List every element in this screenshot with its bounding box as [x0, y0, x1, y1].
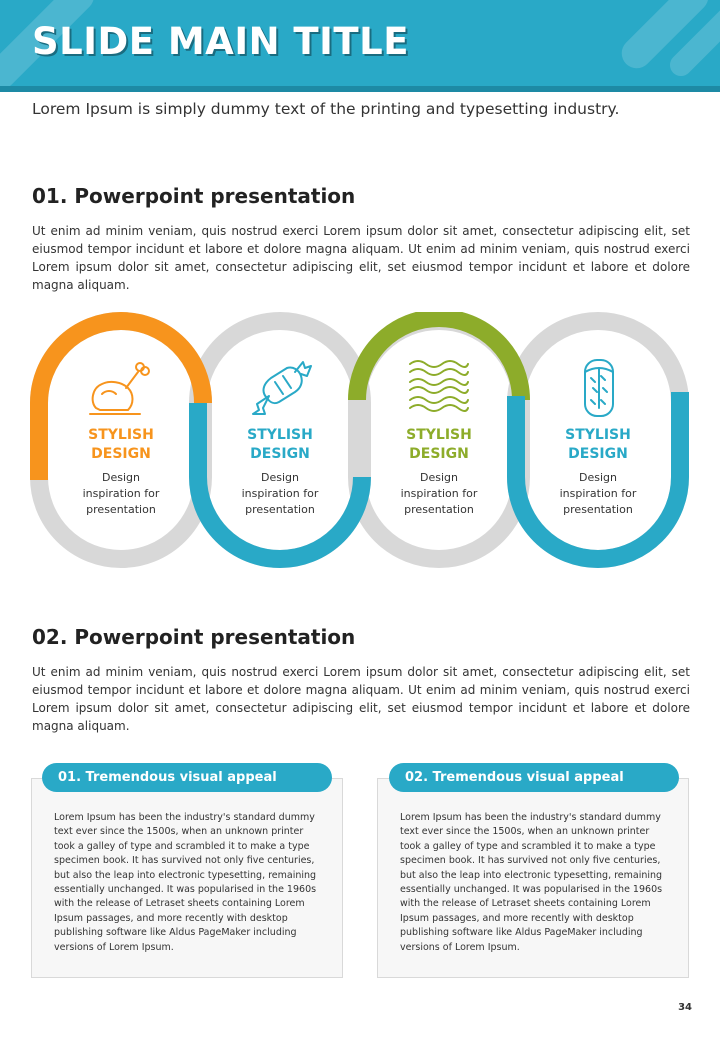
infographic-item-1: [51, 358, 191, 518]
item-1-description: Design inspiration for presentation: [82, 471, 160, 516]
infographic-item-2: [210, 358, 350, 518]
card-2-tab: 02. Tremendous visual appeal: [389, 763, 679, 792]
card-1: [31, 778, 343, 978]
slide-subtitle: Lorem Ipsum is simply dummy text of the printing and typesetting industry.: [32, 100, 620, 118]
header-banner: [0, 0, 720, 92]
section1-body: Ut enim ad minim veniam, quis nostrud exerci Lorem ipsum dolor sit amet, consectetur adipiscing elit, set eiusmod tempor incidunt et labore et dolore magna aliquam. Ut enim ad minim veniam, quis nostrud exerci Lorem ipsum dolor sit amet, consectetur adipiscing elit, set eiusmod tempor incidunt et labore et dolore magna aliquam.: [32, 224, 690, 292]
infographic: [30, 312, 690, 568]
item-2-description: Design inspiration for presentation: [241, 471, 319, 516]
bacon-icon: [406, 358, 472, 418]
slide-title: SLIDE MAIN TITLE: [32, 20, 410, 63]
header-underline: [0, 86, 720, 92]
item-2-title: STYLISH DESIGN: [247, 427, 313, 462]
section2-body: Ut enim ad minim veniam, quis nostrud exerci Lorem ipsum dolor sit amet, consectetur adipiscing elit, set eiusmod tempor incidunt et labore et dolore magna aliquam. Ut enim ad minim veniam, quis nostrud exerci Lorem ipsum dolor sit amet, consectetur adipiscing elit, set eiusmod tempor incidunt et labore et dolore magna aliquam.: [32, 665, 690, 733]
page-number: 34: [678, 1002, 692, 1013]
card-2: [377, 778, 689, 978]
item-3-title: STYLISH DESIGN: [406, 427, 472, 462]
candy-icon: [247, 358, 313, 418]
card-1-tab: 01. Tremendous visual appeal: [42, 763, 332, 792]
item-4-description: Design inspiration for presentation: [559, 471, 637, 516]
card-2-text: Lorem Ipsum has been the industry's standard dummy text ever since the 1500s, when an unknown printer took a galley of type and scrambled it to make a type specimen book. It has survived not only five centuries, but also the leap into electronic typesetting, remaining essentially unchanged. It was popularised in the 1960s with the release of Letraset sheets containing Lorem Ipsum passages, and more recently with desktop publishing software like Aldus PageMaker including versions of Lorem Ipsum.: [400, 812, 663, 953]
item-3-description: Design inspiration for presentation: [400, 471, 478, 516]
card-1-text: Lorem Ipsum has been the industry's standard dummy text ever since the 1500s, when an unknown printer took a galley of type and scrambled it to make a type specimen book. It has survived not only five centuries, but also the leap into electronic typesetting, remaining essentially unchanged. It was popularised in the 1960s with the release of Letraset sheets containing Lorem Ipsum passages, and more recently with desktop publishing software like Aldus PageMaker including versions of Lorem Ipsum.: [54, 812, 317, 953]
section2-title: 02. Powerpoint presentation: [32, 625, 356, 649]
roast-chicken-icon: [88, 358, 154, 418]
burrito-icon: [565, 358, 631, 418]
item-1-title: STYLISH DESIGN: [88, 427, 154, 462]
infographic-item-4: [528, 358, 668, 518]
item-4-title: STYLISH DESIGN: [565, 427, 631, 462]
infographic-item-3: [369, 358, 509, 518]
section1-title: 01. Powerpoint presentation: [32, 184, 356, 208]
